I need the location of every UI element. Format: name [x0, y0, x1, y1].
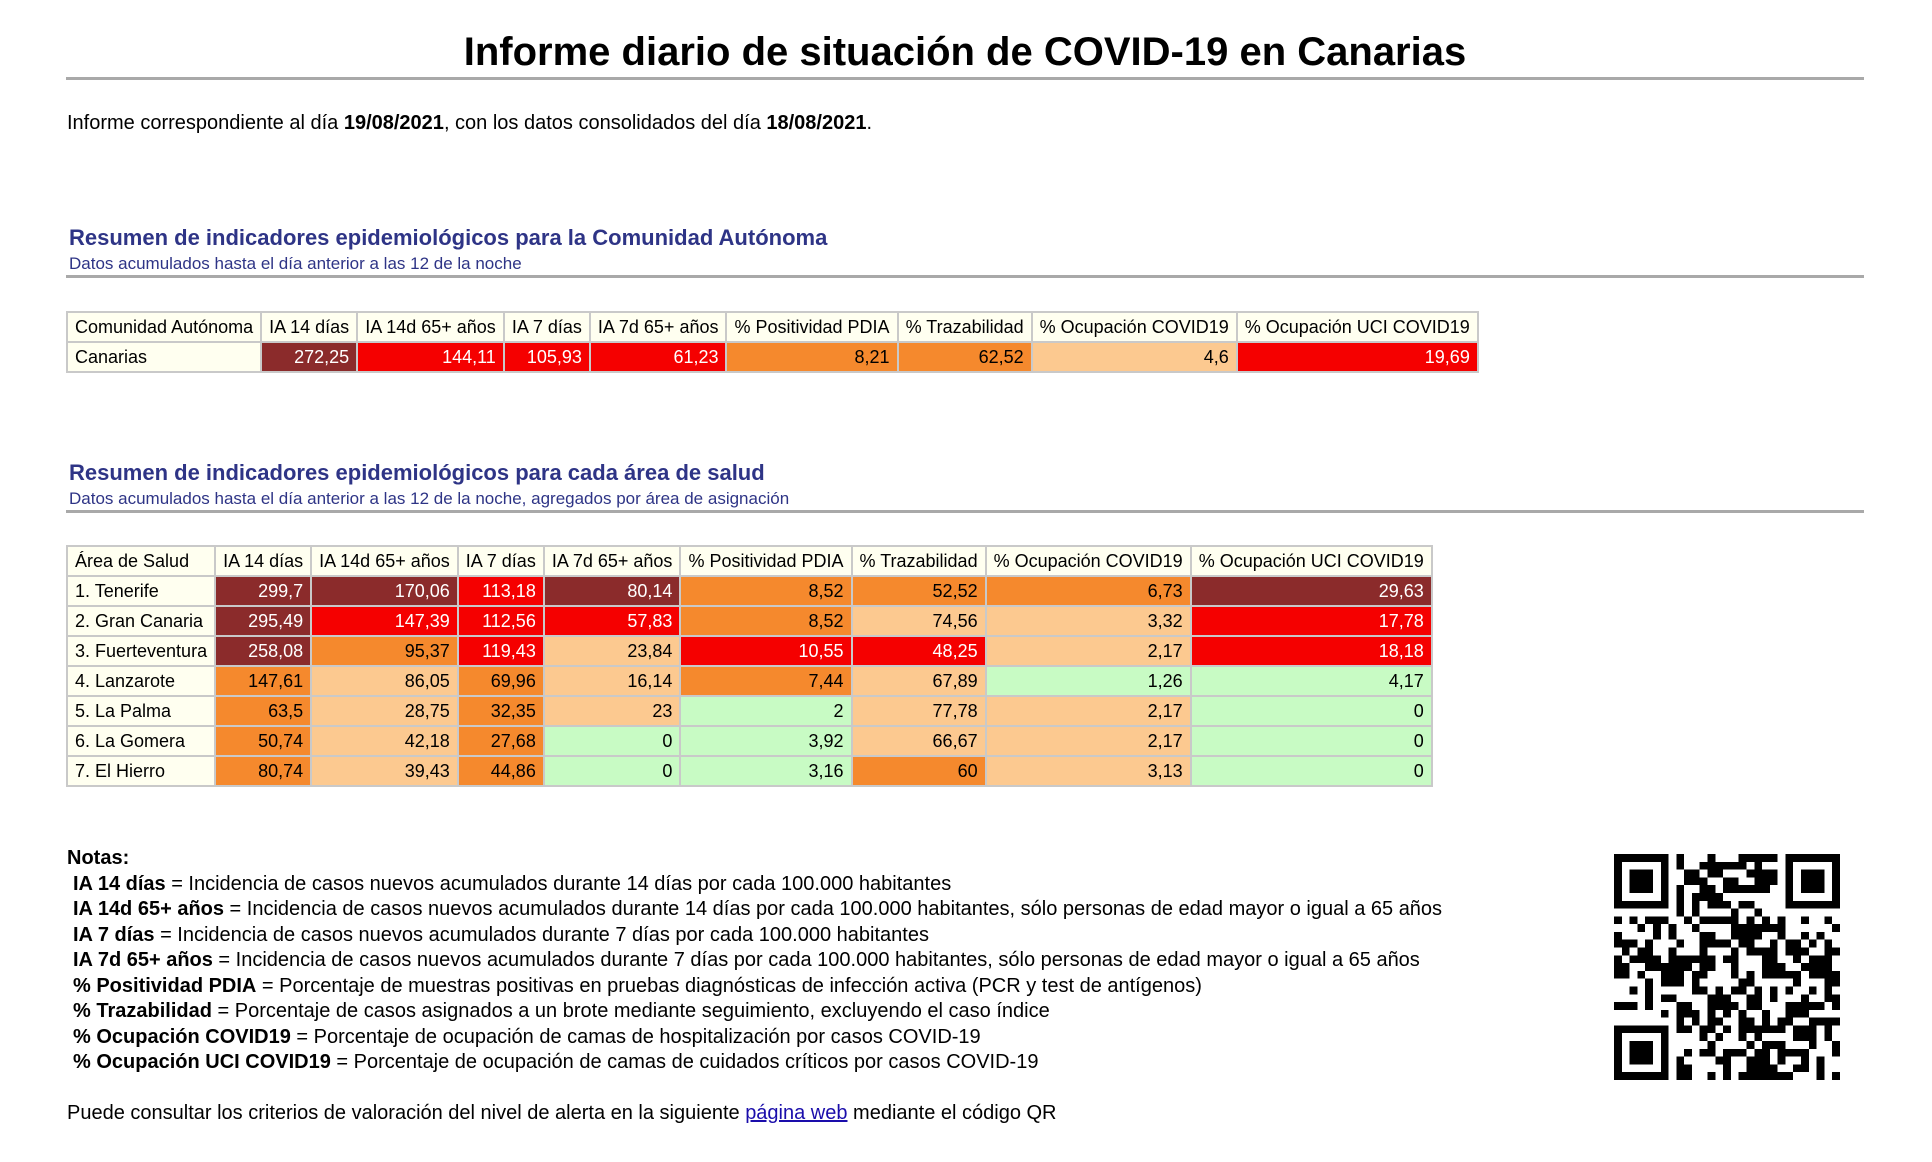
health-area-indicators-table: [66, 545, 1433, 787]
indicator-cell: 50,74: [215, 726, 311, 756]
indicator-cell: 299,7: [215, 576, 311, 606]
indicator-cell: 0: [1191, 696, 1432, 726]
table-row: [67, 696, 1432, 726]
table-row: [67, 576, 1432, 606]
indicator-cell: 18,18: [1191, 636, 1432, 666]
column-header: IA 7d 65+ años: [590, 312, 727, 342]
indicator-cell: 67,89: [852, 666, 986, 696]
report-intro: Informe correspondiente al día 19/08/2021, con los datos consolidados del día 18/08/2021.: [67, 112, 873, 134]
column-header: IA 14 días: [215, 546, 311, 576]
indicator-cell: 23,84: [544, 636, 681, 666]
indicator-cell: 32,35: [458, 696, 544, 726]
indicator-cell: 2,17: [986, 636, 1191, 666]
column-header: IA 14d 65+ años: [311, 546, 458, 576]
note-term: % Ocupación COVID19: [73, 1025, 291, 1048]
note-item: [73, 999, 1442, 1025]
indicator-cell: 44,86: [458, 756, 544, 786]
indicator-cell: 86,05: [311, 666, 458, 696]
note-item: [73, 1025, 1442, 1051]
column-header: % Ocupación COVID19: [1032, 312, 1237, 342]
indicator-cell: 95,37: [311, 636, 458, 666]
indicator-cell: 74,56: [852, 606, 986, 636]
indicator-cell: 3,16: [680, 756, 851, 786]
indicator-cell: 42,18: [311, 726, 458, 756]
column-header: IA 7 días: [458, 546, 544, 576]
indicator-cell: 3,13: [986, 756, 1191, 786]
title-divider: [66, 77, 1864, 80]
row-label: 7. El Hierro: [67, 756, 215, 786]
indicator-cell: 7,44: [680, 666, 851, 696]
table-row: [67, 666, 1432, 696]
indicator-cell: 16,14: [544, 666, 681, 696]
note-term: IA 7d 65+ años: [73, 949, 213, 971]
indicator-cell: 61,23: [590, 342, 727, 372]
indicator-cell: 57,83: [544, 606, 681, 636]
column-header: % Trazabilidad: [898, 312, 1032, 342]
note-term: % Positividad PDIA: [73, 974, 257, 997]
indicator-cell: 10,55: [680, 636, 851, 666]
section1-title: Resumen de indicadores epidemiológicos para la Comunidad Autónoma: [69, 225, 828, 250]
note-term: IA 14 días: [73, 872, 166, 895]
row-label: 2. Gran Canaria: [67, 606, 215, 636]
indicator-cell: 66,67: [852, 726, 986, 756]
footer-text: Puede consultar los criterios de valoración del nivel de alerta en la siguiente página web mediante el código QR: [67, 1102, 1057, 1124]
column-header: Área de Salud: [67, 546, 215, 576]
note-definition: = Porcentaje de casos asignados a un brote mediante seguimiento, excluyendo el caso índice: [211, 1000, 1050, 1022]
note-term: % Ocupación UCI COVID19: [73, 1051, 331, 1073]
note-definition: = Incidencia de casos nuevos acumulados durante 7 días por cada 100.000 habitantes: [154, 923, 929, 946]
column-header: Comunidad Autónoma: [67, 312, 261, 342]
table-row: [67, 726, 1432, 756]
section1-subtitle: Datos acumulados hasta el día anterior a las 12 de la noche: [69, 254, 522, 273]
row-label: 4. Lanzarote: [67, 666, 215, 696]
indicator-cell: 112,56: [458, 606, 544, 636]
indicator-cell: 258,08: [215, 636, 311, 666]
row-label: 5. La Palma: [67, 696, 215, 726]
indicator-cell: 62,52: [898, 342, 1032, 372]
indicator-cell: 60: [852, 756, 986, 786]
notes-list: [67, 872, 1442, 1076]
report-date: 19/08/2021: [343, 112, 444, 134]
section2-subtitle: Datos acumulados hasta el día anterior a las 12 de la noche, agregados por área de asignación: [69, 489, 790, 508]
web-page-link[interactable]: página web: [745, 1102, 848, 1124]
indicator-cell: 0: [544, 726, 681, 756]
indicator-cell: 8,52: [680, 606, 851, 636]
indicator-cell: 27,68: [458, 726, 544, 756]
indicator-cell: 52,52: [852, 576, 986, 606]
row-label: Canarias: [67, 342, 261, 372]
indicator-cell: 113,18: [458, 576, 544, 606]
data-date: 18/08/2021: [766, 112, 867, 134]
indicator-cell: 144,11: [357, 342, 504, 372]
indicator-cell: 6,73: [986, 576, 1191, 606]
table-header-row: [67, 546, 1432, 576]
note-definition: = Incidencia de casos nuevos acumulados durante 14 días por cada 100.000 habitantes: [165, 872, 952, 895]
note-term: IA 14d 65+ años: [73, 898, 224, 920]
community-indicators-table: [66, 311, 1479, 373]
table-row: [67, 636, 1432, 666]
row-label: 3. Fuerteventura: [67, 636, 215, 666]
note-term: IA 7 días: [73, 923, 155, 946]
note-item: [73, 923, 1442, 949]
indicator-cell: 80,14: [544, 576, 681, 606]
indicator-cell: 17,78: [1191, 606, 1432, 636]
indicator-cell: 0: [1191, 726, 1432, 756]
column-header: IA 14 días: [261, 312, 357, 342]
indicator-cell: 1,26: [986, 666, 1191, 696]
section2-title: Resumen de indicadores epidemiológicos para cada área de salud: [69, 460, 765, 485]
column-header: % Positividad PDIA: [680, 546, 851, 576]
indicator-cell: 63,5: [215, 696, 311, 726]
indicator-cell: 4,6: [1032, 342, 1237, 372]
indicator-cell: 272,25: [261, 342, 357, 372]
indicator-cell: 77,78: [852, 696, 986, 726]
indicator-cell: 170,06: [311, 576, 458, 606]
column-header: IA 7 días: [504, 312, 590, 342]
table-row: [67, 606, 1432, 636]
note-definition: = Porcentaje de ocupación de camas de cuidados críticos por casos COVID-19: [330, 1051, 1039, 1073]
indicator-cell: 147,39: [311, 606, 458, 636]
indicator-cell: 3,32: [986, 606, 1191, 636]
indicator-cell: 119,43: [458, 636, 544, 666]
indicator-cell: 2,17: [986, 726, 1191, 756]
column-header: IA 14d 65+ años: [357, 312, 504, 342]
indicator-cell: 29,63: [1191, 576, 1432, 606]
row-label: 1. Tenerife: [67, 576, 215, 606]
notes: [67, 846, 1442, 1076]
indicator-cell: 69,96: [458, 666, 544, 696]
table-row: [67, 342, 1478, 372]
indicator-cell: 8,52: [680, 576, 851, 606]
indicator-cell: 2,17: [986, 696, 1191, 726]
note-item: [73, 872, 1442, 898]
qr-code-icon: [1614, 854, 1840, 1080]
indicator-cell: 48,25: [852, 636, 986, 666]
indicator-cell: 8,21: [726, 342, 897, 372]
table-row: [67, 756, 1432, 786]
table-header-row: [67, 312, 1478, 342]
column-header: % Ocupación UCI COVID19: [1237, 312, 1478, 342]
note-item: [73, 1050, 1442, 1076]
indicator-cell: 4,17: [1191, 666, 1432, 696]
indicator-cell: 28,75: [311, 696, 458, 726]
indicator-cell: 80,74: [215, 756, 311, 786]
column-header: % Trazabilidad: [852, 546, 986, 576]
column-header: IA 7d 65+ años: [544, 546, 681, 576]
indicator-cell: 0: [544, 756, 681, 786]
indicator-cell: 147,61: [215, 666, 311, 696]
note-item: [73, 948, 1442, 974]
indicator-cell: 39,43: [311, 756, 458, 786]
row-label: 6. La Gomera: [67, 726, 215, 756]
indicator-cell: 2: [680, 696, 851, 726]
column-header: % Positividad PDIA: [726, 312, 897, 342]
section2-divider: [66, 510, 1864, 513]
note-definition: = Porcentaje de muestras positivas en pruebas diagnósticas de infección activa (PCR y test de antígenos): [256, 974, 1202, 997]
section1-divider: [66, 275, 1864, 278]
indicator-cell: 3,92: [680, 726, 851, 756]
note-item: [73, 897, 1442, 923]
indicator-cell: 19,69: [1237, 342, 1478, 372]
notes-heading: Notas:: [67, 847, 130, 869]
indicator-cell: 0: [1191, 756, 1432, 786]
column-header: % Ocupación COVID19: [986, 546, 1191, 576]
note-definition: = Incidencia de casos nuevos acumulados durante 7 días por cada 100.000 habitantes, sólo personas de edad mayor o igual a 65 años: [212, 949, 1420, 971]
note-definition: = Porcentaje de ocupación de camas de hospitalización por casos COVID-19: [290, 1025, 981, 1048]
indicator-cell: 23: [544, 696, 681, 726]
indicator-cell: 105,93: [504, 342, 590, 372]
column-header: % Ocupación UCI COVID19: [1191, 546, 1432, 576]
note-item: [73, 974, 1442, 1000]
note-definition: = Incidencia de casos nuevos acumulados durante 14 días por cada 100.000 habitantes, sólo personas de edad mayor o igual a 65 años: [224, 898, 1443, 920]
note-term: % Trazabilidad: [73, 1000, 212, 1022]
page-title: Informe diario de situación de COVID-19 en Canarias: [463, 30, 1467, 74]
indicator-cell: 295,49: [215, 606, 311, 636]
